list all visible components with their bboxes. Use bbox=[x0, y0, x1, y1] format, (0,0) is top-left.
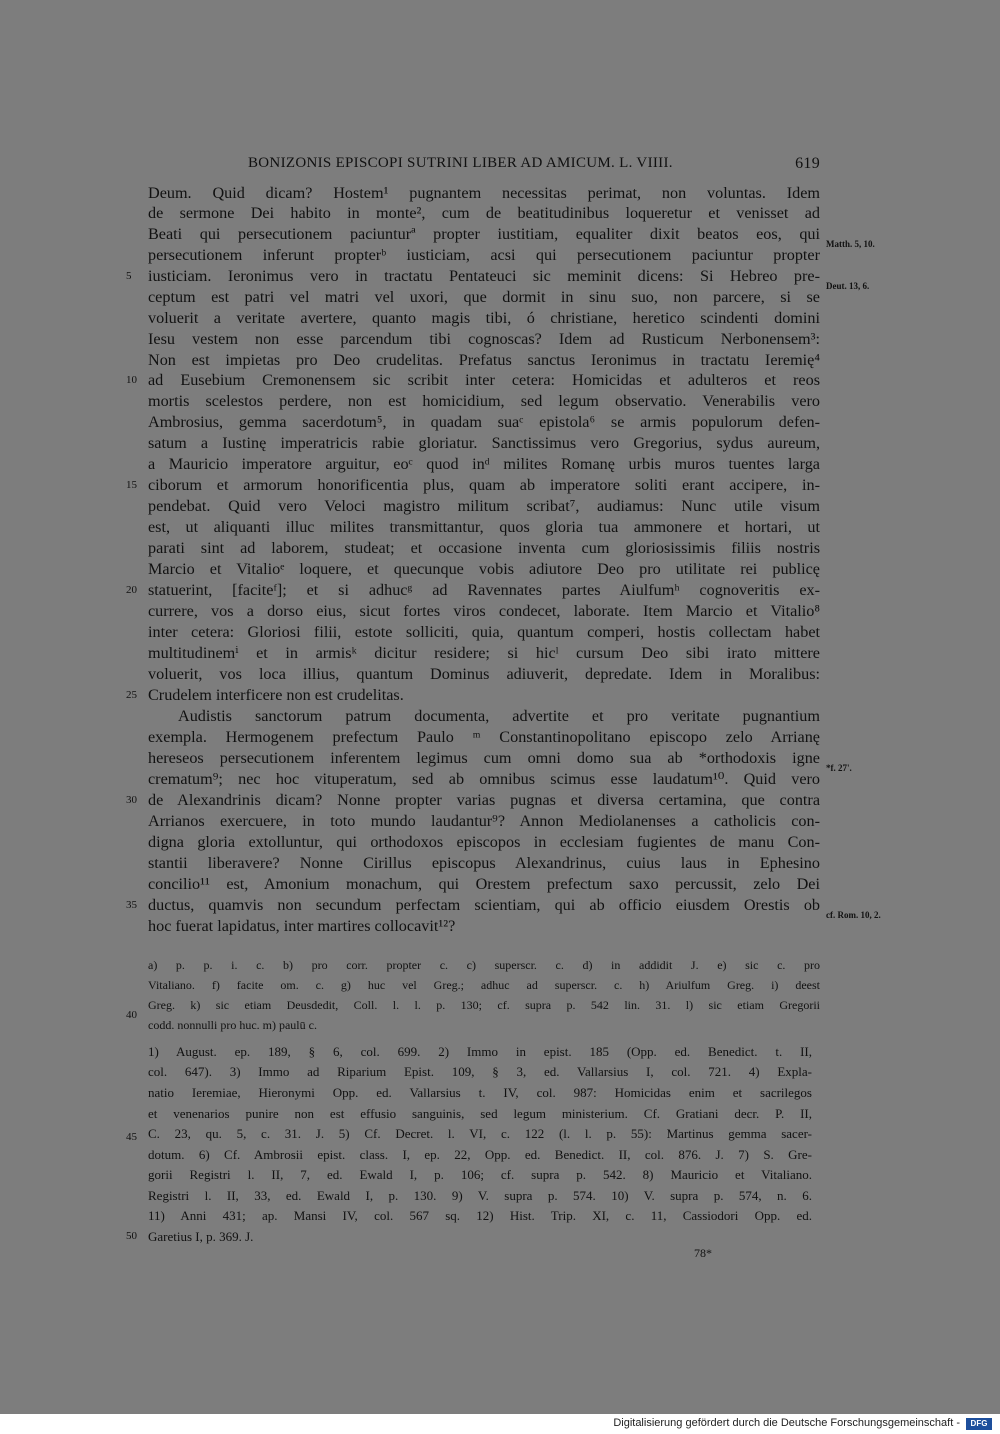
text-line: Beati qui persecutionem paciunturª propter iustitiam, equaliter dixit beatos eos, qui bbox=[148, 225, 820, 243]
page-number: 619 bbox=[795, 155, 820, 172]
funding-notice: Digitalisierung gefördert durch die Deutsche Forschungsgemeinschaft - bbox=[613, 1417, 960, 1429]
footnote-line: C. 23, qu. 5, c. 31. J. 5) Cf. Decret. l. VI, c. 122 (l. l. p. 55): Martinus gemma sacer- bbox=[148, 1126, 812, 1141]
text-line: multitudinemⁱ et in armisᵏ dicitur residere; si hicˡ cursum Deo sibi irato mittere bbox=[148, 644, 820, 662]
margin-reference: Deut. 13, 6. bbox=[826, 281, 870, 291]
text-line: Ambrosius, gemma sacerdotum⁵, in quadam suaᶜ epistola⁶ se armis populorum defen- bbox=[148, 413, 820, 431]
text-line: ceptum est patri vel matri vel uxori, que dormit in sinu suo, non parcere, si se bbox=[148, 288, 820, 306]
footnote-line: et venenarios punire non est effusio sanguinis, sed legum ministerium. Cf. Gratiani decr. P. II, bbox=[148, 1106, 812, 1121]
margin-reference: Matth. 5, 10. bbox=[826, 239, 875, 249]
text-line: Iesu vestem non esse parcendum tibi cognoscas? Idem ad Rusticum Nerbonensem³: bbox=[148, 330, 820, 348]
variant-note-line: codd. nonnulli pro huc. m) paulū c. bbox=[148, 1018, 317, 1032]
text-line: inter cetera: Gloriosi filii, estote solliciti, quia, quantum comperi, hostis collectam habet bbox=[148, 623, 820, 641]
footnote-line: col. 647). 3) Immo ad Riparium Epist. 109, § 3, ed. Vallarsius I, col. 721. 4) Expla- bbox=[148, 1064, 812, 1079]
text-line: mortis scelestos perdere, non est homicidium, sed legum observatio. Venerabilis vero bbox=[148, 392, 820, 410]
footnote-line: dotum. 6) Cf. Ambrosii epist. class. I, ep. 22, Opp. ed. Benedict. II, col. 876. J. 7) S. Gre- bbox=[148, 1147, 812, 1162]
text-line: statuerint, [faciteᶠ]; et si adhucᵍ ad Ravennates partes Aiulfumʰ cognoveritis ex- bbox=[148, 581, 820, 599]
margin-reference: cf. Rom. 10, 2. bbox=[826, 910, 881, 920]
footnote-line: 11) Anni 431; ap. Mansi IV, col. 567 sq. 12) Hist. Trip. XI, c. 11, Cassiodori Opp. ed. bbox=[148, 1208, 812, 1223]
text-line: pendebat. Quid vero Veloci magistro militum scribat⁷, audiamus: Nunc utile visum bbox=[148, 497, 820, 515]
line-number: 25 bbox=[126, 689, 137, 701]
line-number: 45 bbox=[126, 1131, 137, 1143]
text-line: concilio¹¹ est, Amonium monachum, qui Orestem prefectum saxo percussit, zelo Dei bbox=[148, 875, 820, 893]
line-number: 40 bbox=[126, 1009, 137, 1021]
text-line: Non est impietas pro Deo crudelitas. Prefatus sanctus Ieronimus in tractatu Ieremię⁴ bbox=[148, 351, 820, 369]
text-line: digna gloria extolluntur, qui orthodoxos episcopos in ecclesiam fugientes de manu Con- bbox=[148, 833, 820, 851]
text-line: de sermone Dei habito in monte², cum de beatitudinibus loqueretur et venisset ad bbox=[148, 204, 820, 222]
footnote-line: Garetius I, p. 369. J. bbox=[148, 1229, 254, 1244]
footnote-line: Registri l. II, 33, ed. Ewald I, p. 130. 9) V. supra p. 574. 10) V. supra p. 574, n. 6. bbox=[148, 1188, 812, 1203]
line-number: 35 bbox=[126, 899, 137, 911]
text-line: Arrianos exercuere, in toto mundo laudantur⁹? Annon Mediolanenses a catholicis con- bbox=[148, 812, 820, 830]
text-line: hoc fuerat lapidatus, inter martires collocavit¹²? bbox=[148, 917, 456, 935]
sheet-signature: 78* bbox=[694, 1246, 712, 1260]
variant-note-line: Greg. k) sic etiam Deusdedit, Coll. l. l. p. 130; cf. supra p. 542 lin. 31. l) sic etiam Gregorii bbox=[148, 998, 820, 1012]
text-line: voluerit, vos loca illius, quantum Dominus adiuverit, depredate. Idem in Moralibus: bbox=[148, 665, 820, 683]
line-number: 50 bbox=[126, 1230, 137, 1242]
text-line: Marcio et Vitalioᵉ loquere, et quecunque vobis adiutore Deo pro utilitate rei publicę bbox=[148, 560, 820, 578]
line-number: 20 bbox=[126, 584, 137, 596]
line-number: 15 bbox=[126, 479, 137, 491]
text-line: crematum⁹; nec hoc vituperatum, sed ab omnibus scimus esse laudatum¹⁰. Quid vero bbox=[148, 770, 820, 788]
line-number: 10 bbox=[126, 374, 137, 386]
text-line: iusticiam. Ieronimus vero in tractatu Pentateuci sic meminit dicens: Si Hebreo pre- bbox=[148, 267, 820, 285]
text-line: Deum. Quid dicam? Hostem¹ pugnantem necessitas perimat, non voluntas. Idem bbox=[148, 184, 820, 202]
text-line: ad Eusebium Cremonensem sic scribit inter cetera: Homicidas et adulteros et reos bbox=[148, 371, 820, 389]
footnote-line: 1) August. ep. 189, § 6, col. 699. 2) Immo in epist. 185 (Opp. ed. Benedict. t. II, bbox=[148, 1044, 812, 1059]
footnote-line: natio Ieremiae, Hieronymi Opp. ed. Vallarsius t. IV, col. 987: Homicidas enim et sacrilegos bbox=[148, 1085, 812, 1100]
text-line: satum a Iustinę imperatricis rabie gloriatur. Sanctissimus vero Gregorius, sydus aureum, bbox=[148, 434, 820, 452]
text-line: parati sint ad laborem, studeat; et occasione inventa cum gloriosissimis filiis nostris bbox=[148, 539, 820, 557]
margin-reference: *f. 27'. bbox=[826, 763, 852, 773]
text-line: stantii liberavere? Nonne Cirillus episcopus Alexandrinus, cuius laus in Ephesino bbox=[148, 854, 820, 872]
line-number: 30 bbox=[126, 794, 137, 806]
text-line: Audistis sanctorum patrum documenta, advertite et pro veritate pugnantium bbox=[178, 707, 820, 725]
text-line: hereseos persecutionem inferentem legimus cum omni domo sua ab *orthodoxis igne bbox=[148, 749, 820, 767]
dfg-logo: DFG bbox=[966, 1418, 992, 1430]
variant-note-line: Vitaliano. f) facite om. c. g) huc vel Greg.; adhuc ad superscr. c. h) Ariulfum Greg. i) deest bbox=[148, 978, 820, 992]
text-line: a Mauricio imperatore arguitur, eoᶜ quod inᵈ milites Romanę urbis muros tuentes larga bbox=[148, 455, 820, 473]
footnote-line: gorii Registri l. II, 7, ed. Ewald I, p. 106; cf. supra p. 542. 8) Mauricio et Vitaliano. bbox=[148, 1167, 812, 1182]
variant-note-line: a) p. p. i. c. b) pro corr. propter c. c) superscr. c. d) in addidit J. e) sic c. pro bbox=[148, 958, 820, 972]
text-line: ciborum et armorum honorificentia plus, quam ab imperatore soliti erant accipere, in- bbox=[148, 476, 820, 494]
text-line: voluerit a veritate avertere, quanto magis tibi, ó christiane, heretico scindenti domini bbox=[148, 309, 820, 327]
text-line: est, ut aliquanti illuc milites transmittantur, quos gloria tua ammonere et hortari, ut bbox=[148, 518, 820, 536]
text-line: exempla. Hermogenem prefectum Paulo ᵐ Constantinopolitano episcopo zelo Arrianę bbox=[148, 728, 820, 746]
text-line: de Alexandrinis dicam? Nonne propter varias pugnas et diversa certamina, que contra bbox=[148, 791, 820, 809]
line-number: 5 bbox=[126, 270, 132, 282]
text-line: persecutionem inferunt propterᵇ iusticiam, acsi qui persecutionem paciuntur propter bbox=[148, 246, 820, 264]
text-line: Crudelem interficere non est crudelitas. bbox=[148, 686, 404, 704]
text-line: ductus, quamvis non secundum perfectam scientiam, qui ab officio eiusdem Orestis ob bbox=[148, 896, 820, 914]
digitization-footer bbox=[0, 1414, 1000, 1434]
running-title: BONIZONIS EPISCOPI SUTRINI LIBER AD AMICUM. L. VIIII. bbox=[248, 155, 673, 171]
text-line: currere, vos a dorso eius, sicut fortes viros condecet, laborate. Item Marcio et Vitalio⁸ bbox=[148, 602, 820, 620]
